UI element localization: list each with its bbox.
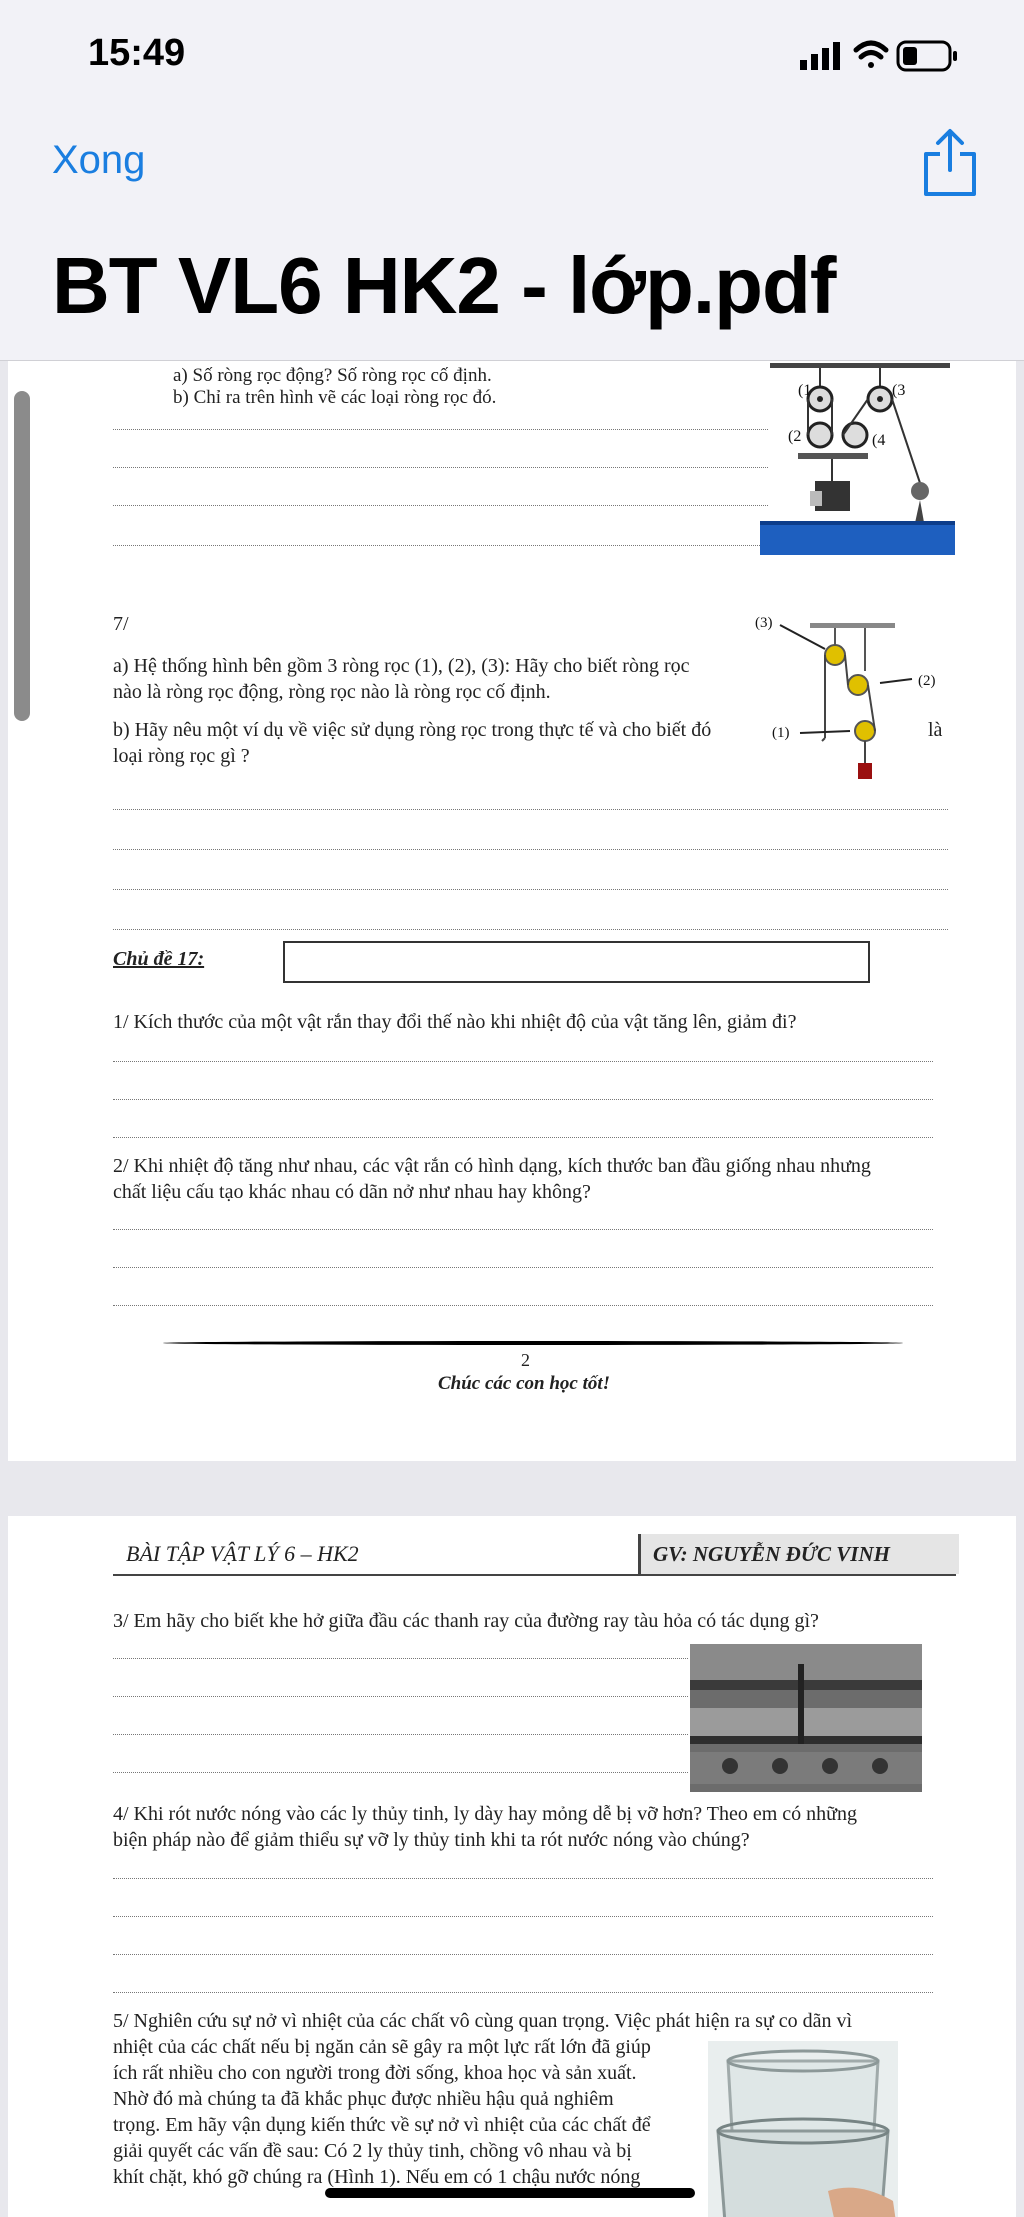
figure-label: (3): [755, 615, 773, 631]
answer-line: [113, 1992, 933, 1993]
question-5-line6: giải quyết các vấn đề sau: Có 2 ly thủy tinh, chồng vô nhau và bị: [113, 2140, 632, 2162]
wifi-icon: [856, 43, 886, 68]
answer-line: [113, 1696, 688, 1697]
question-5-line2: nhiệt của các chất nếu bị ngăn cản sẽ gây ra một lực rất lớn đã giúp: [113, 2036, 651, 2058]
answer-line: [113, 1267, 933, 1268]
question-7b-word: là: [928, 719, 943, 741]
document-title: BT VL6 HK2 - lớp.pdf: [52, 241, 836, 330]
answer-line: [113, 505, 768, 506]
question-7-number: 7/: [113, 613, 129, 635]
answer-line: [113, 1658, 688, 1659]
question-5-line3: ích rất nhiều cho con người trong đời sống, khoa học và sản xuất.: [113, 2062, 637, 2084]
status-bar: [0, 0, 1024, 110]
question-6b: b) Chỉ ra trên hình vẽ các loại ròng rọc đó.: [173, 387, 497, 408]
stacked-glasses-photo: [708, 2041, 898, 2217]
answer-line: [113, 545, 768, 546]
answer-line: [113, 1772, 688, 1773]
answer-line: [113, 467, 768, 468]
answer-line: [113, 1061, 933, 1062]
answer-line: [113, 1305, 933, 1306]
figure-label: (3: [892, 382, 906, 399]
rail-track-photo: [690, 1644, 922, 1792]
pdf-page-2: [8, 1516, 1016, 2217]
topic-heading: Chủ đề 17:: [113, 948, 205, 970]
question-3: 3/ Em hãy cho biết khe hở giữa đầu các thanh ray của đường ray tàu hỏa có tác dụng gì?: [113, 1610, 819, 1632]
answer-line: [113, 1878, 933, 1879]
figure-label: (2: [788, 428, 802, 445]
question-4-line1: 4/ Khi rót nước nóng vào các ly thủy tinh, ly dày hay mỏng dễ bị vỡ hơn? Theo em có những: [113, 1803, 858, 1825]
status-time: 15:49: [88, 32, 186, 74]
share-icon[interactable]: [920, 128, 980, 198]
figure-label: (4: [872, 432, 886, 449]
question-2-line1: 2/ Khi nhiệt độ tăng như nhau, các vật rắn có hình dạng, kích thước ban đầu giống nhau nhưng: [113, 1155, 871, 1177]
pdf-viewer[interactable]: [0, 361, 1024, 2217]
answer-line: [113, 1099, 933, 1100]
page-footer-text: Chúc các con học tốt!: [438, 1373, 611, 1394]
three-pulleys-figure: [750, 613, 950, 803]
answer-line: [113, 429, 768, 430]
figure-label: (2): [918, 673, 936, 689]
battery-icon: [898, 42, 957, 70]
answer-line: [113, 929, 948, 930]
figure-label: (1): [772, 725, 790, 741]
answer-line: [113, 809, 948, 810]
cellular-signal-icon: [800, 42, 840, 70]
question-7b-line2: loại ròng rọc gì ?: [113, 745, 250, 767]
vertical-scrollbar[interactable]: [14, 391, 30, 721]
pdf-page-1: [8, 361, 1016, 1461]
answer-line: [113, 1916, 933, 1917]
home-indicator[interactable]: [325, 2188, 695, 2198]
pulley-system-figure: [760, 363, 955, 555]
done-button[interactable]: Xong: [52, 138, 146, 182]
answer-line: [113, 1954, 933, 1955]
answer-line: [113, 889, 948, 890]
figure-label: (1: [798, 382, 812, 399]
question-5-line7: khít chặt, khó gỡ chúng ra (Hình 1). Nếu em có 1 chậu nước nóng: [113, 2166, 641, 2188]
question-5-line4: Nhờ đó mà chúng ta đã khắc phục được nhiều hậu quả nghiêm: [113, 2088, 614, 2110]
question-7a-line1: a) Hệ thống hình bên gồm 3 ròng rọc (1), (2), (3): Hãy cho biết ròng rọc: [113, 655, 690, 677]
question-7b-line1: b) Hãy nêu một ví dụ về việc sử dụng ròng rọc trong thực tế và cho biết đó: [113, 719, 712, 741]
question-5-line1: 5/ Nghiên cứu sự nở vì nhiệt của các chất vô cùng quan trọng. Việc phát hiện ra sự co dãn vì: [113, 2010, 853, 2032]
page-number: 2: [521, 1350, 530, 1370]
question-1: 1/ Kích thước của một vật rắn thay đổi thế nào khi nhiệt độ của vật tăng lên, giảm đi?: [113, 1011, 797, 1033]
topic-title-box: [283, 941, 870, 983]
page-header-title: BÀI TẬP VẬT LÝ 6 – HK2: [126, 1541, 359, 1566]
answer-line: [113, 1734, 688, 1735]
status-icons: [768, 36, 968, 76]
answer-line: [113, 849, 948, 850]
teacher-name: GV: NGUYỄN ĐỨC VINH: [653, 1542, 890, 1566]
answer-line: [113, 1137, 933, 1138]
page-footer-divider: [163, 1341, 903, 1345]
answer-line: [113, 1229, 933, 1230]
question-5-line5: trọng. Em hãy vận dụng kiến thức về sự nở vì nhiệt của các chất để: [113, 2114, 651, 2136]
question-6a: a) Số ròng rọc động? Số ròng rọc cố định.: [173, 365, 492, 386]
question-7a-line2: nào là ròng rọc động, ròng rọc nào là ròng rọc cố định.: [113, 681, 551, 703]
question-4-line2: biện pháp nào để giảm thiểu sự vỡ ly thủy tinh khi ta rót nước nóng vào chúng?: [113, 1829, 750, 1851]
question-2-line2: chất liệu cấu tạo khác nhau có dãn nở như nhau hay không?: [113, 1181, 591, 1203]
